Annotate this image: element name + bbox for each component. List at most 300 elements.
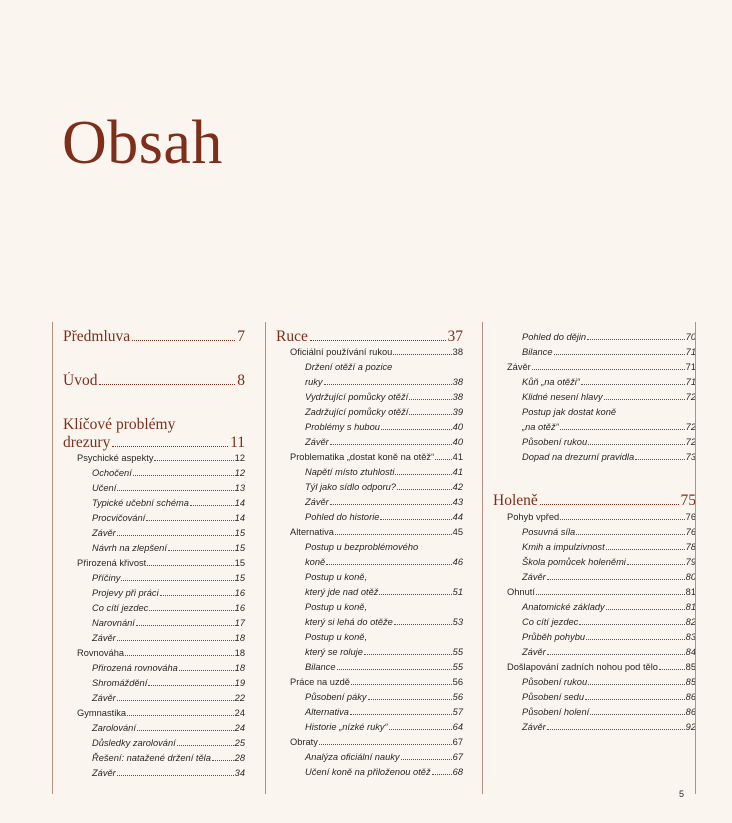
leader-dots (380, 519, 451, 520)
toc-section-line[interactable] (63, 372, 245, 390)
toc-entry-page: 38 (452, 392, 463, 402)
toc-section-heading[interactable] (63, 372, 245, 390)
toc-topic-entry[interactable] (92, 676, 245, 691)
leader-dots (540, 504, 679, 505)
toc-topic-entry[interactable] (305, 555, 463, 570)
leader-dots (177, 745, 234, 746)
toc-entry-title: Co cítí jezdec (92, 603, 149, 613)
toc-entry-page: 15 (234, 543, 245, 553)
toc-entry-title: Pohyb vpřed (507, 512, 560, 522)
leader-dots (179, 670, 234, 671)
toc-topic-entry[interactable] (305, 645, 463, 660)
leader-dots (409, 399, 451, 400)
toc-entry-title: Oficiální používání rukou (290, 347, 393, 357)
toc-subsection-entry[interactable] (290, 345, 463, 360)
toc-section-heading[interactable] (63, 416, 245, 452)
toc-entry-page: 55 (452, 647, 463, 657)
toc-entry-page: 56 (452, 677, 463, 687)
toc-topic-entry[interactable] (522, 615, 696, 630)
leader-dots (160, 595, 234, 596)
leader-dots (154, 460, 233, 461)
toc-subsection-entry[interactable] (77, 706, 245, 721)
toc-entry-title: Kůň „na otěži“ (522, 377, 580, 387)
toc-entry-title: ruky (305, 377, 323, 387)
toc-entry-title: Postup jak dostat koně (522, 407, 617, 417)
toc-entry-page: 8 (237, 372, 245, 389)
toc-entry-page: 12 (234, 453, 245, 463)
leader-dots (99, 384, 235, 385)
toc-topic-entry[interactable] (305, 420, 463, 435)
toc-entry-title: Alternativa (290, 527, 334, 537)
toc-entry-title: Anatomické základy (522, 602, 605, 612)
toc-entry-page: 85 (685, 662, 696, 672)
toc-entry-page: 76 (685, 527, 696, 537)
toc-topic-entry[interactable] (522, 420, 696, 435)
leader-dots (149, 610, 233, 611)
toc-entry-title: Ruce (276, 328, 308, 345)
toc-entry-title: Působení rukou (522, 437, 588, 447)
toc-topic-entry[interactable] (92, 631, 245, 646)
toc-entry-title: Zarolování (92, 723, 136, 733)
leader-dots (435, 459, 451, 460)
toc-entry-title: Ochočení (92, 468, 132, 478)
leader-dots (335, 534, 452, 535)
toc-topic-entry[interactable] (305, 600, 463, 615)
leader-dots (585, 699, 685, 700)
toc-topic-entry[interactable] (92, 496, 245, 511)
toc-entry-page: 76 (685, 512, 696, 522)
toc-entry-title: Závěr (92, 633, 116, 643)
leader-dots (168, 550, 234, 551)
toc-topic-entry[interactable] (305, 510, 463, 525)
toc-section-heading[interactable] (276, 328, 463, 346)
toc-entry-title: Postup u koně, (305, 602, 368, 612)
leader-dots (117, 640, 234, 641)
toc-entry-page: 13 (234, 483, 245, 493)
toc-entry-page: 72 (685, 422, 696, 432)
toc-entry-page: 25 (234, 738, 245, 748)
toc-topic-entry[interactable] (92, 601, 245, 616)
toc-entry-title: Postup u bezproblémového (305, 542, 419, 552)
toc-entry-title: Průběh pohybu (522, 632, 586, 642)
leader-dots (547, 654, 685, 655)
toc-entry-title: Pohled do historie (305, 512, 380, 522)
toc-entry-page: 67 (452, 752, 463, 762)
toc-topic-entry[interactable] (92, 511, 245, 526)
toc-entry-title: Předmluva (63, 328, 131, 345)
leader-dots (147, 565, 233, 566)
toc-entry-page: 84 (685, 647, 696, 657)
toc-entry-title: Bilance (305, 662, 336, 672)
leader-dots (588, 444, 685, 445)
toc-column-1 (52, 322, 245, 794)
toc-entry-page: 44 (452, 512, 463, 522)
toc-entry-title: Působení sedu (522, 692, 585, 702)
toc-entry-page: 19 (234, 678, 245, 688)
toc-subsection-entry[interactable] (290, 735, 463, 750)
toc-entry-title: Závěr (522, 647, 546, 657)
leader-dots (350, 714, 452, 715)
toc-entry-title: Učení koně na přiloženou otěž (305, 767, 431, 777)
leader-dots (586, 639, 685, 640)
toc-entry-title: Úvod (63, 372, 98, 389)
toc-entry-title: Řešení: natažené držení těla (92, 753, 211, 763)
toc-subsection-entry[interactable] (507, 510, 696, 525)
leader-dots (117, 535, 234, 536)
toc-topic-entry[interactable] (92, 766, 245, 781)
toc-entry-page: 83 (685, 632, 696, 642)
toc-entry-page: 41 (452, 452, 463, 462)
toc-section-title-line2: drezury (63, 434, 111, 451)
toc-topic-entry[interactable] (305, 390, 463, 405)
toc-topic-entry[interactable] (92, 526, 245, 541)
toc-entry-page: 18 (234, 663, 245, 673)
toc-entry-page: 38 (452, 347, 463, 357)
toc-topic-entry[interactable] (305, 585, 463, 600)
toc-column-3 (482, 322, 696, 794)
toc-entry-title: Práce na uzdě (290, 677, 350, 687)
toc-entry-title: Napětí místo ztuhlosti (305, 467, 395, 477)
toc-subsection-entry[interactable] (290, 450, 463, 465)
toc-entry-title: Závěr (507, 362, 531, 372)
leader-dots (121, 580, 233, 581)
toc-topic-entry[interactable] (92, 616, 245, 631)
toc-topic-entry[interactable] (305, 375, 463, 390)
toc-topic-entry[interactable] (305, 435, 463, 450)
toc-entry-page: 79 (685, 557, 696, 567)
toc-topic-entry[interactable] (305, 540, 463, 555)
toc-topic-entry[interactable] (92, 751, 245, 766)
leader-dots (351, 684, 452, 685)
toc-topic-entry[interactable] (305, 495, 463, 510)
leader-dots (394, 624, 452, 625)
toc-entry-page: 18 (234, 648, 245, 658)
toc-topic-entry[interactable] (522, 675, 696, 690)
toc-topic-entry[interactable] (305, 405, 463, 420)
toc-entry-title: Holeně (493, 492, 538, 509)
leader-dots (432, 774, 452, 775)
toc-entry-title: Procvičování (92, 513, 146, 523)
toc-entry-page: 86 (685, 707, 696, 717)
leader-dots (409, 414, 451, 415)
leader-dots (137, 730, 234, 731)
toc-subsection-entry[interactable] (77, 646, 245, 661)
toc-entry-title: Příčiny (92, 573, 121, 583)
leader-dots (330, 504, 452, 505)
toc-entry-title: Bilance (522, 347, 553, 357)
toc-entry-page: 72 (685, 437, 696, 447)
leader-dots (212, 760, 234, 761)
leader-dots (560, 519, 684, 520)
toc-topic-entry[interactable] (522, 405, 696, 420)
toc-entry-page: 45 (452, 527, 463, 537)
toc-entry-page: 40 (452, 437, 463, 447)
toc-topic-entry[interactable] (522, 540, 696, 555)
toc-entry-page: 72 (685, 392, 696, 402)
toc-entry-page: 15 (234, 573, 245, 583)
toc-topic-entry[interactable] (305, 630, 463, 645)
toc-entry-title: který se roluje (305, 647, 363, 657)
toc-entry-page: 67 (452, 737, 463, 747)
toc-entry-page: 17 (234, 618, 245, 628)
toc-entry-page: 80 (685, 572, 696, 582)
toc-section-heading[interactable] (493, 492, 696, 510)
leader-dots (330, 444, 452, 445)
toc-entry-page: 51 (452, 587, 463, 597)
toc-entry-title: Závěr (305, 437, 329, 447)
toc-topic-entry[interactable] (522, 555, 696, 570)
toc-entry-title: Pohled do dějin (522, 332, 587, 342)
toc-topic-entry[interactable] (522, 570, 696, 585)
toc-subsection-entry[interactable] (507, 360, 696, 375)
toc-topic-entry[interactable] (92, 736, 245, 751)
toc-entry-page: 71 (685, 347, 696, 357)
leader-dots (117, 775, 234, 776)
toc-entry-title: který si lehá do otěže (305, 617, 393, 627)
leader-dots (606, 609, 685, 610)
toc-entry-title: Obraty (290, 737, 318, 747)
leader-dots (337, 669, 452, 670)
toc-subsection-entry[interactable] (290, 525, 463, 540)
leader-dots (588, 684, 685, 685)
toc-entry-page: 41 (452, 467, 463, 477)
toc-topic-entry[interactable] (522, 630, 696, 645)
leader-dots (579, 624, 684, 625)
toc-entry-page: 16 (234, 603, 245, 613)
leader-dots (393, 354, 451, 355)
toc-topic-entry[interactable] (522, 375, 696, 390)
leader-dots (364, 654, 452, 655)
toc-topic-entry[interactable] (522, 450, 696, 465)
toc-entry-page: 24 (234, 723, 245, 733)
toc-topic-entry[interactable] (305, 465, 463, 480)
toc-topic-entry[interactable] (92, 541, 245, 556)
leader-dots (547, 579, 685, 580)
toc-entry-title: Rovnováha (77, 648, 125, 658)
toc-entry-page: 15 (234, 558, 245, 568)
toc-topic-entry[interactable] (305, 705, 463, 720)
toc-entry-page: 42 (452, 482, 463, 492)
leader-dots (590, 714, 684, 715)
leader-dots (310, 340, 446, 341)
toc-topic-entry[interactable] (305, 750, 463, 765)
toc-entry-title: Analýza oficiální nauky (305, 752, 400, 762)
toc-topic-entry[interactable] (522, 705, 696, 720)
toc-entry-page: 73 (685, 452, 696, 462)
toc-entry-title: Působení holení (522, 707, 590, 717)
toc-entry-page: 24 (234, 708, 245, 718)
toc-section-line (63, 434, 245, 452)
toc-section-line[interactable] (63, 328, 245, 346)
toc-entry-title: Závěr (522, 572, 546, 582)
toc-entry-page: 15 (234, 528, 245, 538)
toc-topic-entry[interactable] (522, 345, 696, 360)
toc-topic-entry[interactable] (522, 600, 696, 615)
toc-topic-entry[interactable] (305, 720, 463, 735)
toc-topic-entry[interactable] (305, 690, 463, 705)
toc-section-title-line1: Klíčové problémy (63, 416, 176, 433)
toc-entry-page: 70 (685, 332, 696, 342)
toc-entry-page: 39 (452, 407, 463, 417)
toc-entry-page: 81 (685, 602, 696, 612)
leader-dots (324, 384, 452, 385)
leader-dots (547, 729, 685, 730)
toc-entry-title: Přirozená křivost (77, 558, 147, 568)
toc-entry-page: 81 (685, 587, 696, 597)
toc-entry-title: Učení (92, 483, 117, 493)
toc-entry-title: Projevy při práci (92, 588, 159, 598)
toc-entry-title: Postup u koně, (305, 572, 368, 582)
leader-dots (581, 384, 685, 385)
toc-entry-page: 22 (234, 693, 245, 703)
toc-entry-title: Postup u koně, (305, 632, 368, 642)
leader-dots (127, 715, 234, 716)
toc-topic-entry[interactable] (305, 480, 463, 495)
toc-entry-page: 86 (685, 692, 696, 702)
toc-entry-title: Držení otěží a pozice (305, 362, 393, 372)
toc-topic-entry[interactable] (522, 435, 696, 450)
toc-entry-page: 14 (234, 498, 245, 508)
toc-topic-entry[interactable] (92, 691, 245, 706)
toc-topic-entry[interactable] (305, 765, 463, 780)
toc-entry-title: Historie „nízké ruky“ (305, 722, 388, 732)
toc-subsection-entry[interactable] (290, 675, 463, 690)
toc-entry-page: 28 (234, 753, 245, 763)
leader-dots (112, 446, 228, 447)
toc-entry-title: Posuvná síla (522, 527, 576, 537)
toc-entry-page: 92 (685, 722, 696, 732)
toc-entry-title: Závěr (92, 768, 116, 778)
toc-entry-page: 7 (237, 328, 245, 345)
toc-section-heading[interactable] (63, 328, 245, 346)
leader-dots (560, 429, 685, 430)
toc-entry-page: 75 (680, 492, 696, 509)
leader-dots (659, 669, 685, 670)
toc-entry-page: 56 (452, 692, 463, 702)
toc-subsection-entry[interactable] (77, 556, 245, 571)
toc-entry-title: Došlapování zadních nohou pod tělo (507, 662, 658, 672)
toc-entry-title: Působení páky (305, 692, 367, 702)
toc-subsection-entry[interactable] (507, 585, 696, 600)
toc-entry-page: 68 (452, 767, 463, 777)
toc-entry-page: 71 (685, 362, 696, 372)
leader-dots (379, 594, 451, 595)
toc-entry-title: Problematika „dostat koně na otěž“ (290, 452, 435, 462)
leader-dots (136, 625, 234, 626)
toc-topic-entry[interactable] (305, 660, 463, 675)
leader-dots (395, 474, 451, 475)
toc-entry-title: Škola pomůcek holeněmi (522, 557, 626, 567)
toc-entry-page: 38 (452, 377, 463, 387)
toc-entry-page: 46 (452, 557, 463, 567)
toc-entry-title: Závěr (305, 497, 329, 507)
leader-dots (606, 549, 685, 550)
toc-entry-title: Alternativa (305, 707, 349, 717)
toc-entry-page: 85 (685, 677, 696, 687)
toc-entry-title: Závěr (92, 693, 116, 703)
leader-dots (401, 759, 452, 760)
page-number: 5 (679, 789, 685, 799)
toc-entry-page: 55 (452, 662, 463, 672)
toc-entry-title: koně (305, 557, 326, 567)
toc-entry-page: 18 (234, 633, 245, 643)
leader-dots (117, 490, 233, 491)
leader-dots (576, 534, 684, 535)
toc-topic-entry[interactable] (522, 390, 696, 405)
toc-topic-entry[interactable] (522, 645, 696, 660)
toc-entry-title: Shromáždění (92, 678, 148, 688)
leader-dots (132, 340, 235, 341)
toc-section-line[interactable] (493, 492, 696, 510)
toc-topic-entry[interactable] (305, 360, 463, 375)
toc-topic-entry[interactable] (522, 720, 696, 735)
toc-subsection-entry[interactable] (77, 451, 245, 466)
toc-entry-page: 64 (452, 722, 463, 732)
toc-entry-page: 57 (452, 707, 463, 717)
toc-entry-title: Narovnání (92, 618, 135, 628)
toc-entry-page: 16 (234, 588, 245, 598)
toc-entry-title: Problémy s hubou (305, 422, 380, 432)
toc-entry-title: Působení rukou (522, 677, 588, 687)
toc-entry-title: Týl jako sídlo odporu? (305, 482, 396, 492)
toc-entry-title: Co cítí jezdec (522, 617, 579, 627)
leader-dots (117, 700, 234, 701)
toc-topic-entry[interactable] (92, 661, 245, 676)
leader-dots (587, 339, 685, 340)
toc-topic-entry[interactable] (522, 690, 696, 705)
leader-dots (125, 655, 234, 656)
toc-entry-title: který jde nad otěž (305, 587, 379, 597)
toc-topic-entry[interactable] (92, 466, 245, 481)
leader-dots (381, 429, 452, 430)
toc-subsection-entry[interactable] (507, 660, 696, 675)
toc-entry-page: 14 (234, 513, 245, 523)
toc-entry-title: Závěr (522, 722, 546, 732)
toc-entry-page: 78 (685, 542, 696, 552)
toc-entry-title: Přirozená rovnováha (92, 663, 178, 673)
leader-dots (604, 399, 685, 400)
toc-section-line[interactable] (276, 328, 463, 346)
toc-entry-title: Návrh na zlepšení (92, 543, 167, 553)
toc-entry-page: 53 (452, 617, 463, 627)
toc-entry-page: 11 (230, 434, 245, 451)
leader-dots (536, 594, 685, 595)
toc-topic-entry[interactable] (305, 570, 463, 585)
toc-entry-title: Kmih a impulzivnost (522, 542, 605, 552)
toc-topic-entry[interactable] (305, 615, 463, 630)
toc-entry-title: Zadržující pomůcky otěží (305, 407, 409, 417)
leader-dots (554, 354, 685, 355)
toc-topic-entry[interactable] (522, 330, 696, 345)
toc-topic-entry[interactable] (92, 481, 245, 496)
toc-entry-title: Ohnutí (507, 587, 535, 597)
leader-dots (326, 564, 451, 565)
leader-dots (532, 369, 685, 370)
toc-entry-title: Typické učební schéma (92, 498, 189, 508)
toc-entry-title: Vydržující pomůcky otěží (305, 392, 409, 402)
leader-dots (148, 685, 233, 686)
toc-column-2 (265, 322, 463, 794)
toc-entry-page: 12 (234, 468, 245, 478)
toc-entry-page: 71 (685, 377, 696, 387)
toc-topic-entry[interactable] (92, 721, 245, 736)
toc-topic-entry[interactable] (92, 571, 245, 586)
toc-topic-entry[interactable] (92, 586, 245, 601)
leader-dots (190, 505, 234, 506)
toc-topic-entry[interactable] (522, 525, 696, 540)
leader-dots (319, 744, 452, 745)
toc-entry-title: Závěr (92, 528, 116, 538)
